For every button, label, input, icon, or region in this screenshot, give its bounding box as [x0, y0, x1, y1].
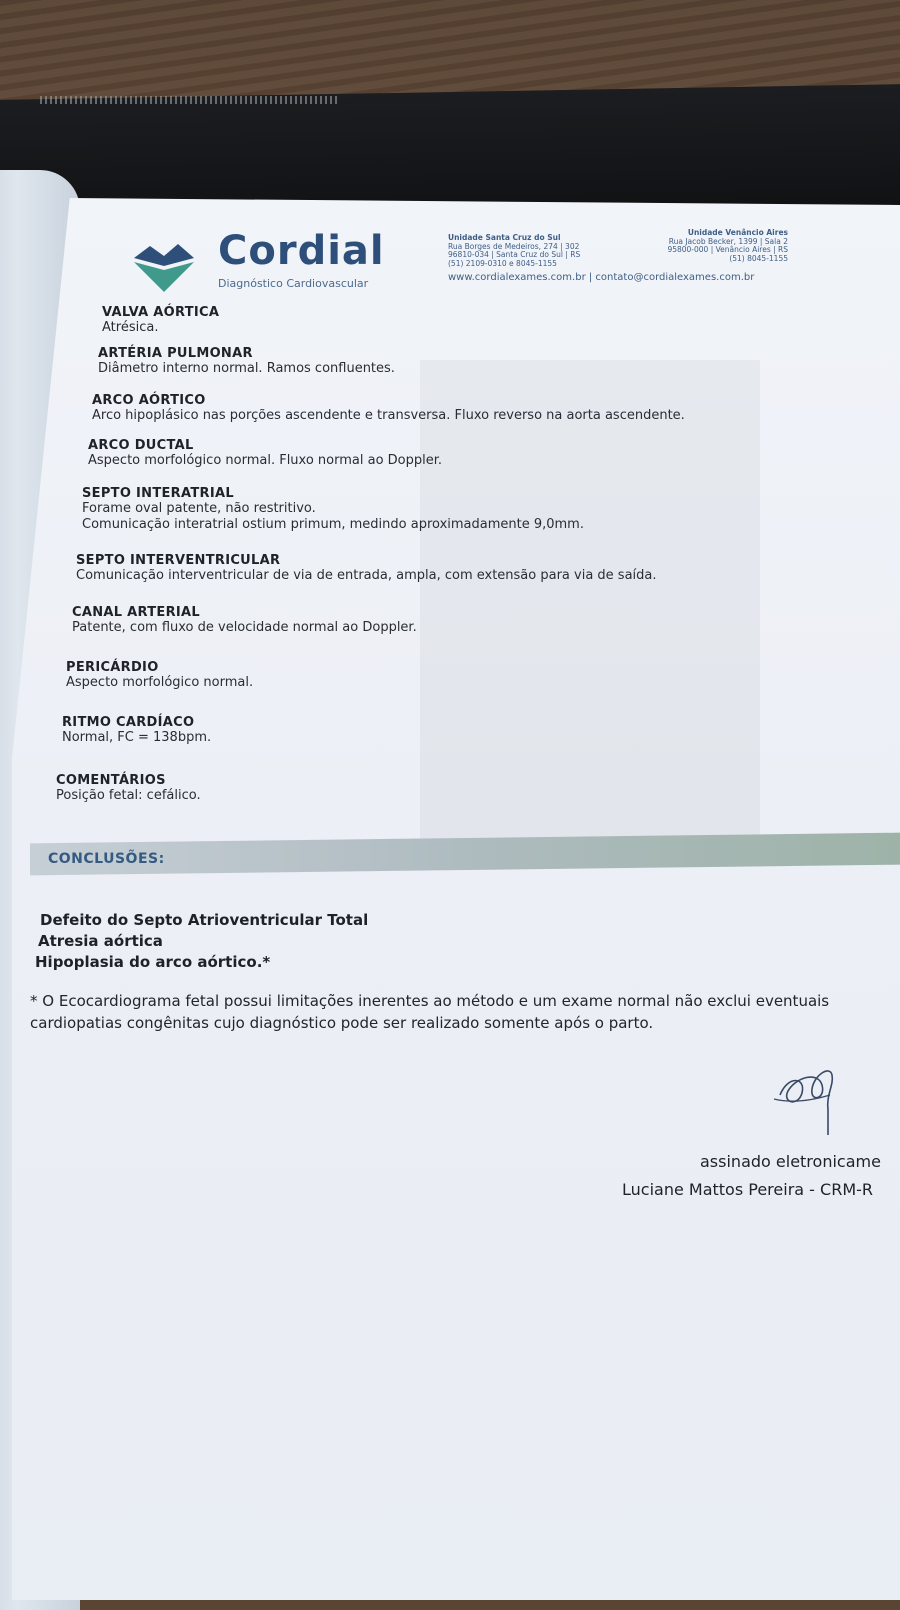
unit-santa-cruz — [448, 234, 580, 268]
section-text: Forame oval patente, não restritivo. — [82, 501, 316, 516]
page-shadow — [420, 360, 760, 840]
section-text: Normal, FC = 138bpm. — [62, 730, 212, 745]
section-valva-aortica — [102, 305, 219, 336]
section-title: RITMO CARDÍACO — [62, 715, 195, 730]
unit-line: (51) 2109-0310 e 8045-1155 — [448, 258, 557, 268]
section-title: ARTÉRIA PULMONAR — [98, 346, 253, 361]
section-canal-arterial — [72, 605, 417, 636]
disclaimer-text: * O Ecocardiograma fetal possui limitações inerentes ao método e um exame normal não exclui eventuais cardiopatias congênitas cujo diagnóstico pode ser realizado somente após o parto. — [30, 992, 830, 1032]
section-text: Diâmetro interno normal. Ramos confluentes. — [98, 361, 395, 376]
conclusion-list — [35, 910, 369, 973]
section-text: Patente, com fluxo de velocidade normal ao Doppler. — [72, 620, 417, 635]
conclusion-item: Defeito do Septo Atrioventricular Total — [40, 911, 369, 929]
section-arco-aortico — [92, 393, 685, 424]
signed-electronically-text: assinado eletronicame — [700, 1152, 881, 1171]
unit-title: Unidade Santa Cruz do Sul — [448, 233, 561, 242]
section-title: ARCO AÓRTICO — [92, 393, 206, 408]
section-arteria-pulmonar — [98, 346, 395, 377]
section-text: Arco hipoplásico nas porções ascendente e transversa. Fluxo reverso na aorta ascendente. — [92, 408, 685, 423]
section-text: Comunicação interatrial ostium primum, medindo aproximadamente 9,0mm. — [82, 517, 584, 532]
section-title: CANAL ARTERIAL — [72, 605, 200, 620]
section-title: COMENTÁRIOS — [56, 773, 166, 788]
contact-line: www.cordialexames.com.br | contato@cordialexames.com.br — [448, 272, 755, 283]
unit-title: Unidade Venâncio Aires — [687, 228, 788, 237]
unit-line: Rua Jacob Becker, 1399 | Sala 2 — [668, 236, 788, 246]
section-septo-interatrial — [82, 486, 584, 533]
unit-line: 95800-000 | Venâncio Aires | RS — [667, 245, 788, 254]
section-title: PERICÁRDIO — [66, 660, 159, 675]
section-comentarios — [56, 773, 201, 804]
section-text: Aspecto morfológico normal. Fluxo normal ao Doppler. — [88, 453, 443, 468]
heart-diamond-logo-icon — [130, 236, 198, 294]
conclusion-item: Hipoplasia do arco aórtico.* — [35, 953, 271, 971]
section-ritmo-cardiaco — [62, 715, 211, 746]
binder-spiral — [40, 96, 340, 104]
brand-subtitle: Diagnóstico Cardiovascular — [218, 277, 369, 290]
section-text: Posição fetal: cefálico. — [56, 788, 201, 803]
section-text: Comunicação interventricular de via de entrada, ampla, com extensão para via de saída. — [76, 568, 657, 583]
conclusion-item: Atresia aórtica — [38, 932, 163, 950]
unit-line: (51) 8045-1155 — [729, 253, 788, 263]
section-title: SEPTO INTERATRIAL — [82, 486, 234, 501]
brand-name: Cordial — [218, 228, 385, 274]
signer-name: Luciane Mattos Pereira - CRM-R — [622, 1180, 874, 1199]
section-septo-interventricular — [76, 553, 657, 584]
section-text: Aspecto morfológico normal. — [66, 675, 254, 690]
section-title: SEPTO INTERVENTRICULAR — [76, 553, 281, 568]
unit-venancio-aires — [628, 229, 788, 263]
section-pericardio — [66, 660, 253, 691]
section-arco-ductal — [88, 438, 442, 469]
handwritten-signature — [770, 1055, 840, 1140]
section-title: VALVA AÓRTICA — [102, 305, 220, 320]
unit-line: Rua Borges de Medeiros, 274 | 302 — [448, 241, 580, 251]
conclusion-label: CONCLUSÕES: — [48, 851, 165, 867]
section-text: Atrésica. — [102, 320, 159, 335]
section-title: ARCO DUCTAL — [88, 438, 194, 453]
unit-line: 96810-034 | Santa Cruz do Sul | RS — [448, 250, 581, 259]
